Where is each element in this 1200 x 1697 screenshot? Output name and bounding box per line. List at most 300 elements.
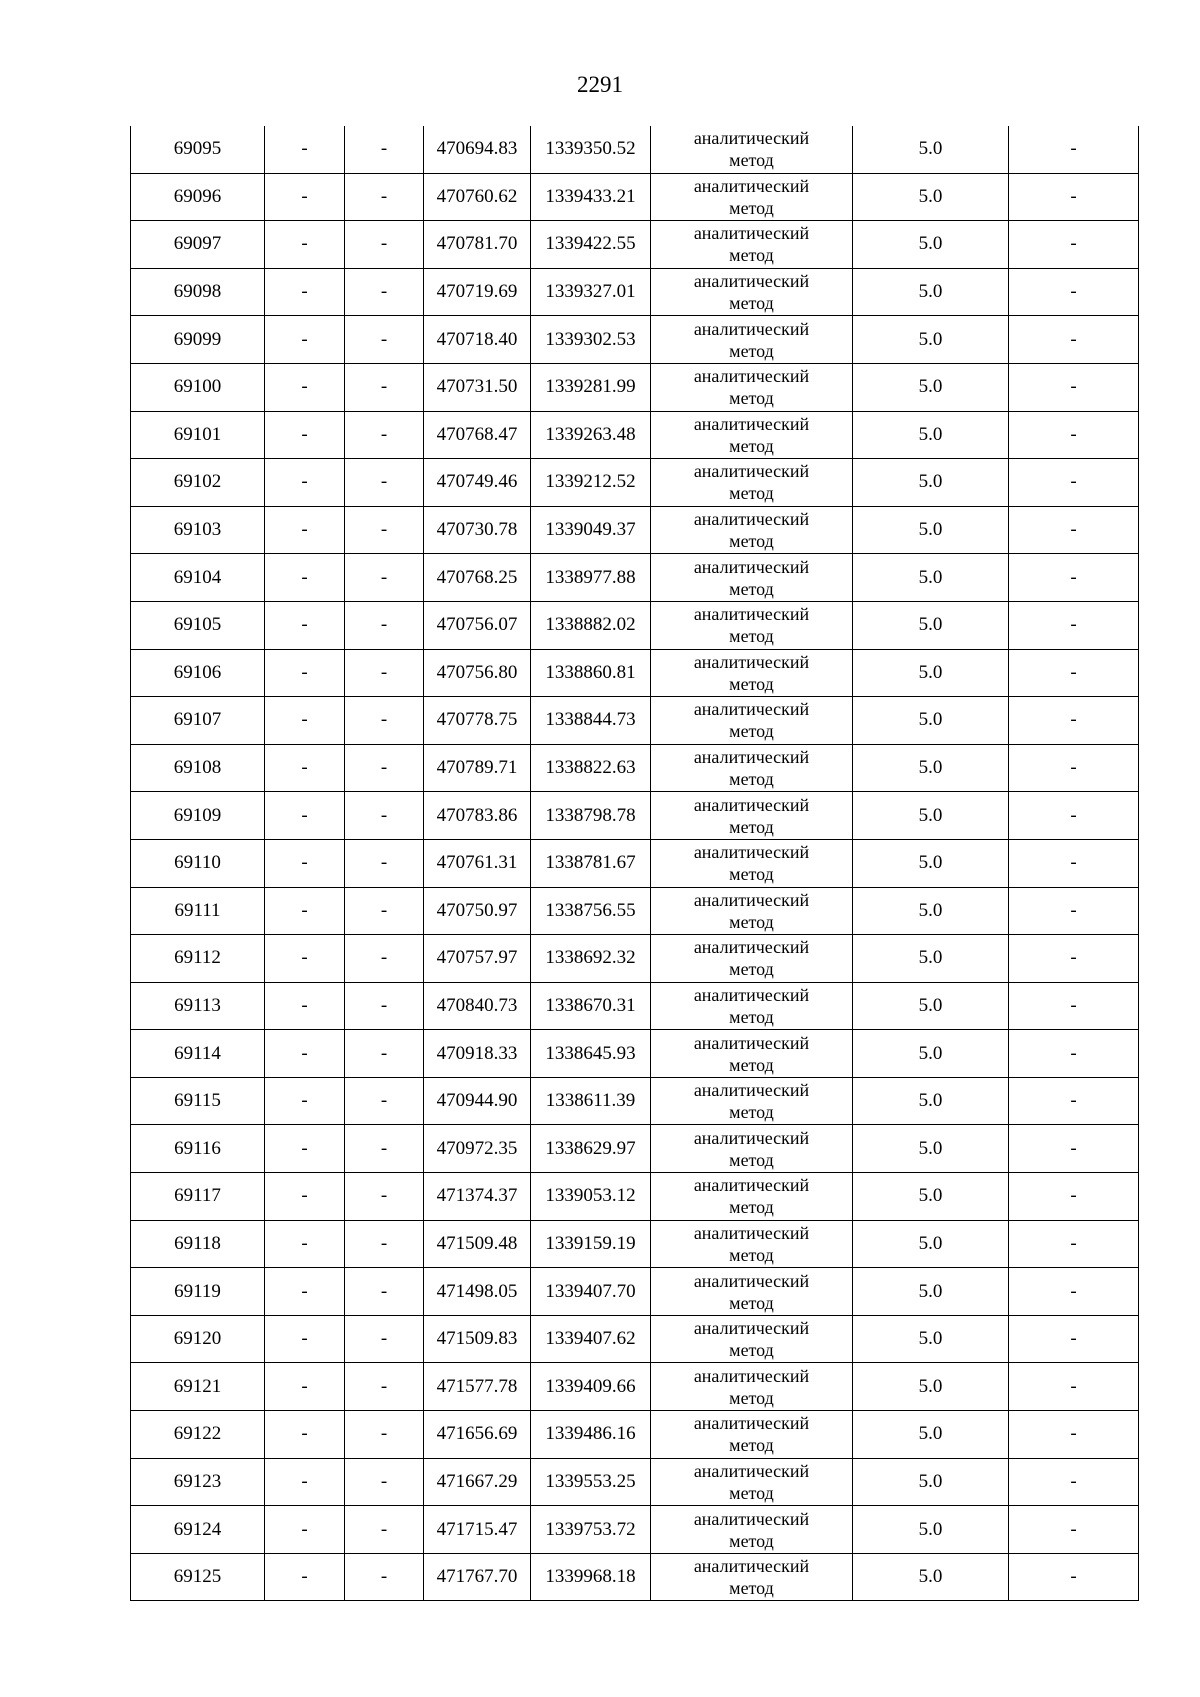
point-number-cell: 69112 bbox=[131, 935, 265, 983]
coordinate-y-cell: 1338692.32 bbox=[531, 935, 651, 983]
empty-value-cell: - bbox=[265, 411, 345, 459]
coordinate-y-cell: 1338645.93 bbox=[531, 1030, 651, 1078]
precision-cell: 5.0 bbox=[853, 173, 1009, 221]
method-cell bbox=[651, 839, 853, 887]
method-line-1: аналитический bbox=[693, 794, 810, 815]
method-line-2: метод bbox=[729, 1197, 774, 1218]
method-line-1: аналитический bbox=[693, 1127, 810, 1148]
coordinate-x-cell: 470731.50 bbox=[424, 363, 531, 411]
empty-value-cell: - bbox=[265, 839, 345, 887]
point-number-cell: 69111 bbox=[131, 887, 265, 935]
method-line-2: метод bbox=[729, 1054, 774, 1075]
empty-value-cell: - bbox=[265, 1458, 345, 1506]
method-line-1: аналитический bbox=[693, 1460, 810, 1481]
empty-value-cell: - bbox=[345, 1315, 424, 1363]
coordinate-y-cell: 1339049.37 bbox=[531, 506, 651, 554]
precision-cell: 5.0 bbox=[853, 1268, 1009, 1316]
table-row bbox=[131, 1411, 1139, 1459]
method-cell bbox=[651, 554, 853, 602]
method-cell bbox=[651, 1125, 853, 1173]
empty-value-cell: - bbox=[265, 1220, 345, 1268]
precision-cell: 5.0 bbox=[853, 1506, 1009, 1554]
empty-value-cell: - bbox=[265, 1411, 345, 1459]
empty-value-cell: - bbox=[265, 744, 345, 792]
method-line-2: метод bbox=[729, 150, 774, 171]
table-row bbox=[131, 173, 1139, 221]
method-line-1: аналитический bbox=[693, 604, 810, 625]
table-row bbox=[131, 411, 1139, 459]
empty-value-cell: - bbox=[265, 982, 345, 1030]
method-cell bbox=[651, 411, 853, 459]
coordinate-x-cell: 471509.83 bbox=[424, 1315, 531, 1363]
table-row bbox=[131, 697, 1139, 745]
precision-cell: 5.0 bbox=[853, 601, 1009, 649]
method-cell bbox=[651, 1458, 853, 1506]
empty-value-cell: - bbox=[1009, 839, 1139, 887]
empty-value-cell: - bbox=[345, 411, 424, 459]
empty-value-cell: - bbox=[265, 363, 345, 411]
empty-value-cell: - bbox=[345, 697, 424, 745]
empty-value-cell: - bbox=[345, 506, 424, 554]
point-number-cell: 69108 bbox=[131, 744, 265, 792]
empty-value-cell: - bbox=[345, 173, 424, 221]
empty-value-cell: - bbox=[1009, 506, 1139, 554]
method-line-2: метод bbox=[729, 531, 774, 552]
empty-value-cell: - bbox=[265, 506, 345, 554]
coordinate-y-cell: 1339407.70 bbox=[531, 1268, 651, 1316]
point-number-cell: 69103 bbox=[131, 506, 265, 554]
point-number-cell: 69114 bbox=[131, 1030, 265, 1078]
method-line-2: метод bbox=[729, 911, 774, 932]
method-line-2: метод bbox=[729, 1435, 774, 1456]
coordinate-x-cell: 470760.62 bbox=[424, 173, 531, 221]
coordinate-x-cell: 470972.35 bbox=[424, 1125, 531, 1173]
empty-value-cell: - bbox=[1009, 316, 1139, 364]
precision-cell: 5.0 bbox=[853, 221, 1009, 269]
method-line-2: метод bbox=[729, 721, 774, 742]
coordinate-y-cell: 1338781.67 bbox=[531, 839, 651, 887]
coordinate-x-cell: 471498.05 bbox=[424, 1268, 531, 1316]
coordinate-y-cell: 1338977.88 bbox=[531, 554, 651, 602]
empty-value-cell: - bbox=[345, 1173, 424, 1221]
coordinate-y-cell: 1338611.39 bbox=[531, 1077, 651, 1125]
empty-value-cell: - bbox=[1009, 1125, 1139, 1173]
coordinate-x-cell: 470718.40 bbox=[424, 316, 531, 364]
method-line-2: метод bbox=[729, 293, 774, 314]
method-line-1: аналитический bbox=[693, 175, 810, 196]
coordinate-y-cell: 1339263.48 bbox=[531, 411, 651, 459]
method-cell bbox=[651, 982, 853, 1030]
point-number-cell: 69098 bbox=[131, 268, 265, 316]
method-cell bbox=[651, 887, 853, 935]
method-cell bbox=[651, 1173, 853, 1221]
point-number-cell: 69120 bbox=[131, 1315, 265, 1363]
empty-value-cell: - bbox=[345, 1125, 424, 1173]
precision-cell: 5.0 bbox=[853, 935, 1009, 983]
coordinate-x-cell: 471577.78 bbox=[424, 1363, 531, 1411]
empty-value-cell: - bbox=[345, 1077, 424, 1125]
coordinate-y-cell: 1338756.55 bbox=[531, 887, 651, 935]
empty-value-cell: - bbox=[1009, 1030, 1139, 1078]
method-cell bbox=[651, 697, 853, 745]
table-row bbox=[131, 1458, 1139, 1506]
empty-value-cell: - bbox=[265, 459, 345, 507]
precision-cell: 5.0 bbox=[853, 1220, 1009, 1268]
empty-value-cell: - bbox=[345, 887, 424, 935]
precision-cell: 5.0 bbox=[853, 1363, 1009, 1411]
point-number-cell: 69121 bbox=[131, 1363, 265, 1411]
method-line-2: метод bbox=[729, 578, 774, 599]
precision-cell: 5.0 bbox=[853, 459, 1009, 507]
coordinate-y-cell: 1339968.18 bbox=[531, 1553, 651, 1601]
method-cell bbox=[651, 792, 853, 840]
method-line-2: метод bbox=[729, 1102, 774, 1123]
table-row bbox=[131, 316, 1139, 364]
method-line-1: аналитический bbox=[693, 223, 810, 244]
method-cell bbox=[651, 1077, 853, 1125]
empty-value-cell: - bbox=[1009, 221, 1139, 269]
coordinate-y-cell: 1339422.55 bbox=[531, 221, 651, 269]
empty-value-cell: - bbox=[345, 649, 424, 697]
table-row bbox=[131, 1030, 1139, 1078]
method-cell bbox=[651, 601, 853, 649]
empty-value-cell: - bbox=[265, 126, 345, 173]
method-line-1: аналитический bbox=[693, 509, 810, 530]
method-cell bbox=[651, 1363, 853, 1411]
empty-value-cell: - bbox=[345, 221, 424, 269]
empty-value-cell: - bbox=[1009, 1077, 1139, 1125]
method-line-1: аналитический bbox=[693, 1032, 810, 1053]
empty-value-cell: - bbox=[1009, 1173, 1139, 1221]
method-line-1: аналитический bbox=[693, 556, 810, 577]
precision-cell: 5.0 bbox=[853, 697, 1009, 745]
precision-cell: 5.0 bbox=[853, 744, 1009, 792]
table-row bbox=[131, 887, 1139, 935]
method-line-1: аналитический bbox=[693, 1365, 810, 1386]
empty-value-cell: - bbox=[1009, 126, 1139, 173]
coordinate-y-cell: 1339409.66 bbox=[531, 1363, 651, 1411]
table-row bbox=[131, 792, 1139, 840]
coordinate-x-cell: 470840.73 bbox=[424, 982, 531, 1030]
table-row bbox=[131, 1077, 1139, 1125]
table-row bbox=[131, 1315, 1139, 1363]
empty-value-cell: - bbox=[345, 363, 424, 411]
method-cell bbox=[651, 1315, 853, 1363]
table-row bbox=[131, 649, 1139, 697]
empty-value-cell: - bbox=[265, 887, 345, 935]
empty-value-cell: - bbox=[265, 601, 345, 649]
page-number: 2291 bbox=[577, 72, 623, 97]
method-cell bbox=[651, 1411, 853, 1459]
empty-value-cell: - bbox=[345, 982, 424, 1030]
empty-value-cell: - bbox=[265, 792, 345, 840]
point-number-cell: 69113 bbox=[131, 982, 265, 1030]
method-cell bbox=[651, 268, 853, 316]
coordinate-x-cell: 470783.86 bbox=[424, 792, 531, 840]
empty-value-cell: - bbox=[1009, 1458, 1139, 1506]
method-line-1: аналитический bbox=[693, 1508, 810, 1529]
empty-value-cell: - bbox=[265, 316, 345, 364]
empty-value-cell: - bbox=[1009, 982, 1139, 1030]
coordinate-y-cell: 1339212.52 bbox=[531, 459, 651, 507]
empty-value-cell: - bbox=[345, 1363, 424, 1411]
empty-value-cell: - bbox=[345, 935, 424, 983]
coordinate-y-cell: 1339407.62 bbox=[531, 1315, 651, 1363]
empty-value-cell: - bbox=[345, 316, 424, 364]
empty-value-cell: - bbox=[1009, 554, 1139, 602]
empty-value-cell: - bbox=[265, 649, 345, 697]
empty-value-cell: - bbox=[345, 792, 424, 840]
method-line-1: аналитический bbox=[693, 1222, 810, 1243]
table-row bbox=[131, 744, 1139, 792]
empty-value-cell: - bbox=[265, 1268, 345, 1316]
precision-cell: 5.0 bbox=[853, 411, 1009, 459]
method-line-1: аналитический bbox=[693, 1270, 810, 1291]
coordinate-x-cell: 470781.70 bbox=[424, 221, 531, 269]
coordinate-y-cell: 1338670.31 bbox=[531, 982, 651, 1030]
table-body bbox=[131, 126, 1139, 1601]
coordinate-x-cell: 470756.07 bbox=[424, 601, 531, 649]
point-number-cell: 69118 bbox=[131, 1220, 265, 1268]
empty-value-cell: - bbox=[1009, 601, 1139, 649]
method-line-2: метод bbox=[729, 959, 774, 980]
method-line-2: метод bbox=[729, 1340, 774, 1361]
empty-value-cell: - bbox=[265, 268, 345, 316]
empty-value-cell: - bbox=[1009, 1268, 1139, 1316]
method-cell bbox=[651, 935, 853, 983]
table-row bbox=[131, 221, 1139, 269]
method-line-2: метод bbox=[729, 1578, 774, 1599]
coordinate-x-cell: 470944.90 bbox=[424, 1077, 531, 1125]
coordinates-table bbox=[130, 126, 1139, 1601]
empty-value-cell: - bbox=[345, 459, 424, 507]
empty-value-cell: - bbox=[265, 697, 345, 745]
table-row bbox=[131, 506, 1139, 554]
table-row bbox=[131, 1173, 1139, 1221]
coordinate-x-cell: 470730.78 bbox=[424, 506, 531, 554]
precision-cell: 5.0 bbox=[853, 126, 1009, 173]
precision-cell: 5.0 bbox=[853, 839, 1009, 887]
point-number-cell: 69117 bbox=[131, 1173, 265, 1221]
method-line-2: метод bbox=[729, 626, 774, 647]
method-cell bbox=[651, 221, 853, 269]
method-line-1: аналитический bbox=[693, 937, 810, 958]
precision-cell: 5.0 bbox=[853, 1411, 1009, 1459]
empty-value-cell: - bbox=[345, 1458, 424, 1506]
point-number-cell: 69115 bbox=[131, 1077, 265, 1125]
method-cell bbox=[651, 126, 853, 173]
method-line-1: аналитический bbox=[693, 699, 810, 720]
method-line-2: метод bbox=[729, 769, 774, 790]
method-line-2: метод bbox=[729, 1244, 774, 1265]
method-cell bbox=[651, 1030, 853, 1078]
point-number-cell: 69107 bbox=[131, 697, 265, 745]
coordinate-x-cell: 470757.97 bbox=[424, 935, 531, 983]
empty-value-cell: - bbox=[345, 839, 424, 887]
precision-cell: 5.0 bbox=[853, 1173, 1009, 1221]
precision-cell: 5.0 bbox=[853, 506, 1009, 554]
method-line-2: метод bbox=[729, 197, 774, 218]
precision-cell: 5.0 bbox=[853, 1458, 1009, 1506]
precision-cell: 5.0 bbox=[853, 1125, 1009, 1173]
empty-value-cell: - bbox=[345, 1220, 424, 1268]
precision-cell: 5.0 bbox=[853, 316, 1009, 364]
empty-value-cell: - bbox=[265, 173, 345, 221]
method-cell bbox=[651, 744, 853, 792]
empty-value-cell: - bbox=[265, 1125, 345, 1173]
coordinate-y-cell: 1339350.52 bbox=[531, 126, 651, 173]
method-line-2: метод bbox=[729, 1387, 774, 1408]
method-line-2: метод bbox=[729, 1482, 774, 1503]
coordinate-y-cell: 1338844.73 bbox=[531, 697, 651, 745]
table-row bbox=[131, 1506, 1139, 1554]
method-line-1: аналитический bbox=[693, 1556, 810, 1577]
empty-value-cell: - bbox=[1009, 1220, 1139, 1268]
point-number-cell: 69106 bbox=[131, 649, 265, 697]
empty-value-cell: - bbox=[265, 1173, 345, 1221]
method-cell bbox=[651, 649, 853, 697]
method-line-2: метод bbox=[729, 816, 774, 837]
coordinate-x-cell: 470778.75 bbox=[424, 697, 531, 745]
table-row bbox=[131, 1268, 1139, 1316]
precision-cell: 5.0 bbox=[853, 982, 1009, 1030]
point-number-cell: 69122 bbox=[131, 1411, 265, 1459]
empty-value-cell: - bbox=[265, 554, 345, 602]
point-number-cell: 69104 bbox=[131, 554, 265, 602]
empty-value-cell: - bbox=[265, 1315, 345, 1363]
method-line-2: метод bbox=[729, 673, 774, 694]
method-line-1: аналитический bbox=[693, 889, 810, 910]
method-cell bbox=[651, 1553, 853, 1601]
precision-cell: 5.0 bbox=[853, 1030, 1009, 1078]
empty-value-cell: - bbox=[1009, 1506, 1139, 1554]
empty-value-cell: - bbox=[265, 1553, 345, 1601]
coordinate-x-cell: 471509.48 bbox=[424, 1220, 531, 1268]
empty-value-cell: - bbox=[1009, 1411, 1139, 1459]
precision-cell: 5.0 bbox=[853, 268, 1009, 316]
point-number-cell: 69095 bbox=[131, 126, 265, 173]
coordinate-y-cell: 1338882.02 bbox=[531, 601, 651, 649]
coordinate-x-cell: 471374.37 bbox=[424, 1173, 531, 1221]
coordinate-x-cell: 471656.69 bbox=[424, 1411, 531, 1459]
empty-value-cell: - bbox=[1009, 1315, 1139, 1363]
table-row bbox=[131, 363, 1139, 411]
method-line-2: метод bbox=[729, 1292, 774, 1313]
method-line-1: аналитический bbox=[693, 842, 810, 863]
empty-value-cell: - bbox=[1009, 268, 1139, 316]
method-cell bbox=[651, 1220, 853, 1268]
method-line-2: метод bbox=[729, 483, 774, 504]
empty-value-cell: - bbox=[1009, 935, 1139, 983]
table-row bbox=[131, 982, 1139, 1030]
empty-value-cell: - bbox=[1009, 459, 1139, 507]
method-line-2: метод bbox=[729, 435, 774, 456]
method-line-2: метод bbox=[729, 245, 774, 266]
empty-value-cell: - bbox=[265, 935, 345, 983]
coordinate-y-cell: 1338798.78 bbox=[531, 792, 651, 840]
empty-value-cell: - bbox=[345, 1506, 424, 1554]
coordinate-x-cell: 470768.47 bbox=[424, 411, 531, 459]
point-number-cell: 69101 bbox=[131, 411, 265, 459]
method-line-1: аналитический bbox=[693, 1080, 810, 1101]
method-line-2: метод bbox=[729, 388, 774, 409]
coordinate-x-cell: 470789.71 bbox=[424, 744, 531, 792]
method-line-1: аналитический bbox=[693, 1175, 810, 1196]
empty-value-cell: - bbox=[345, 268, 424, 316]
point-number-cell: 69125 bbox=[131, 1553, 265, 1601]
table-row bbox=[131, 601, 1139, 649]
point-number-cell: 69109 bbox=[131, 792, 265, 840]
empty-value-cell: - bbox=[265, 1363, 345, 1411]
empty-value-cell: - bbox=[345, 1411, 424, 1459]
coordinate-x-cell: 470761.31 bbox=[424, 839, 531, 887]
point-number-cell: 69124 bbox=[131, 1506, 265, 1554]
empty-value-cell: - bbox=[345, 1268, 424, 1316]
point-number-cell: 69123 bbox=[131, 1458, 265, 1506]
precision-cell: 5.0 bbox=[853, 1553, 1009, 1601]
method-line-2: метод bbox=[729, 1006, 774, 1027]
coordinate-x-cell: 470749.46 bbox=[424, 459, 531, 507]
empty-value-cell: - bbox=[265, 1077, 345, 1125]
method-line-1: аналитический bbox=[693, 747, 810, 768]
point-number-cell: 69116 bbox=[131, 1125, 265, 1173]
empty-value-cell: - bbox=[345, 126, 424, 173]
empty-value-cell: - bbox=[1009, 1553, 1139, 1601]
precision-cell: 5.0 bbox=[853, 792, 1009, 840]
precision-cell: 5.0 bbox=[853, 363, 1009, 411]
method-line-1: аналитический bbox=[693, 413, 810, 434]
method-line-1: аналитический bbox=[693, 984, 810, 1005]
method-line-2: метод bbox=[729, 1530, 774, 1551]
coordinate-x-cell: 470694.83 bbox=[424, 126, 531, 173]
coordinate-x-cell: 471667.29 bbox=[424, 1458, 531, 1506]
precision-cell: 5.0 bbox=[853, 554, 1009, 602]
method-line-1: аналитический bbox=[693, 128, 810, 149]
empty-value-cell: - bbox=[265, 1506, 345, 1554]
table-row bbox=[131, 1220, 1139, 1268]
point-number-cell: 69100 bbox=[131, 363, 265, 411]
point-number-cell: 69097 bbox=[131, 221, 265, 269]
method-line-1: аналитический bbox=[693, 318, 810, 339]
coordinate-y-cell: 1339302.53 bbox=[531, 316, 651, 364]
method-line-1: аналитический bbox=[693, 651, 810, 672]
coordinate-y-cell: 1339753.72 bbox=[531, 1506, 651, 1554]
empty-value-cell: - bbox=[1009, 697, 1139, 745]
coordinate-x-cell: 470719.69 bbox=[424, 268, 531, 316]
method-line-1: аналитический bbox=[693, 1413, 810, 1434]
coordinate-y-cell: 1339553.25 bbox=[531, 1458, 651, 1506]
empty-value-cell: - bbox=[1009, 792, 1139, 840]
point-number-cell: 69105 bbox=[131, 601, 265, 649]
precision-cell: 5.0 bbox=[853, 887, 1009, 935]
method-line-1: аналитический bbox=[693, 461, 810, 482]
method-cell bbox=[651, 506, 853, 554]
coordinate-y-cell: 1338860.81 bbox=[531, 649, 651, 697]
method-line-1: аналитический bbox=[693, 366, 810, 387]
point-number-cell: 69096 bbox=[131, 173, 265, 221]
empty-value-cell: - bbox=[345, 1030, 424, 1078]
empty-value-cell: - bbox=[1009, 744, 1139, 792]
coordinate-y-cell: 1339281.99 bbox=[531, 363, 651, 411]
empty-value-cell: - bbox=[345, 744, 424, 792]
empty-value-cell: - bbox=[1009, 649, 1139, 697]
empty-value-cell: - bbox=[345, 601, 424, 649]
table-row bbox=[131, 1125, 1139, 1173]
coordinate-x-cell: 471767.70 bbox=[424, 1553, 531, 1601]
coordinate-y-cell: 1338629.97 bbox=[531, 1125, 651, 1173]
method-cell bbox=[651, 363, 853, 411]
empty-value-cell: - bbox=[1009, 1363, 1139, 1411]
